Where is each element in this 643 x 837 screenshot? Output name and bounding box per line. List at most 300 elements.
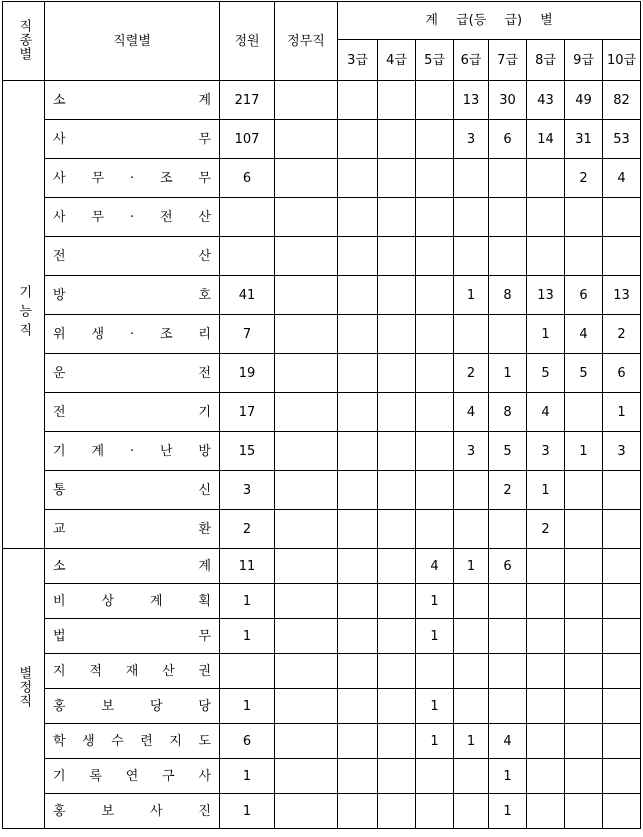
- cell-g9: [565, 510, 603, 549]
- cell-g10: [603, 549, 641, 584]
- cell-admin: [275, 759, 338, 794]
- rank-name: [53, 367, 211, 380]
- cell-g9: [565, 584, 603, 619]
- header-grade-5: 5급: [416, 40, 454, 81]
- rank-name: [53, 665, 211, 678]
- cell-g5: [416, 393, 454, 432]
- rank-name-part: 록: [89, 768, 102, 784]
- cell-g3: [338, 237, 378, 276]
- rank-name: [53, 289, 211, 302]
- cell-g3: [338, 432, 378, 471]
- table-row: [3, 654, 641, 689]
- cell-g4: [378, 120, 416, 159]
- cell-g10: 1: [603, 393, 641, 432]
- cell-g3: [338, 198, 378, 237]
- rank-name: [53, 94, 211, 107]
- header-admin: 정무직: [275, 2, 338, 81]
- cell-g5: [416, 276, 454, 315]
- cell-quota: 3: [220, 471, 275, 510]
- cell-quota: [220, 654, 275, 689]
- table-row: [3, 120, 641, 159]
- cell-g9: [565, 619, 603, 654]
- rank-name-part: 소: [53, 92, 66, 108]
- cell-g10: 82: [603, 81, 641, 120]
- cell-g9: [565, 471, 603, 510]
- cell-g9: [565, 794, 603, 829]
- cell-g7: 8: [489, 393, 527, 432]
- rank-name-cell: [45, 237, 220, 276]
- cell-g5: [416, 794, 454, 829]
- header-rank: 직렬별: [45, 2, 220, 81]
- cell-g4: [378, 549, 416, 584]
- cell-g4: [378, 654, 416, 689]
- cell-g9: [565, 654, 603, 689]
- table-row: [3, 198, 641, 237]
- cell-g8: 4: [527, 393, 565, 432]
- table-row: [3, 471, 641, 510]
- cell-quota: 41: [220, 276, 275, 315]
- header-grade-3: 3급: [338, 40, 378, 81]
- header-grade-6: 6급: [454, 40, 489, 81]
- table-row: [3, 689, 641, 724]
- cell-g8: [527, 794, 565, 829]
- table-row: [3, 354, 641, 393]
- cell-quota: 6: [220, 159, 275, 198]
- cell-quota: 1: [220, 794, 275, 829]
- cell-g7: 4: [489, 724, 527, 759]
- cell-g6: [454, 198, 489, 237]
- rank-name-part: 구: [162, 768, 175, 784]
- header-type: [3, 2, 45, 81]
- rank-name-part: 전: [159, 209, 173, 225]
- cell-g3: [338, 354, 378, 393]
- group-label: 기능직: [16, 284, 32, 342]
- table-row: [3, 619, 641, 654]
- rank-name-cell: [45, 724, 220, 759]
- rank-name-part: 홍: [53, 803, 66, 819]
- cell-g3: [338, 120, 378, 159]
- rank-name-part: 신: [198, 482, 211, 498]
- cell-g10: [603, 510, 641, 549]
- cell-g7: [489, 237, 527, 276]
- cell-g7: 5: [489, 432, 527, 471]
- cell-g5: [416, 237, 454, 276]
- cell-g3: [338, 471, 378, 510]
- cell-g9: [565, 198, 603, 237]
- cell-admin: [275, 315, 338, 354]
- cell-g10: 2: [603, 315, 641, 354]
- rank-name: [53, 250, 211, 263]
- cell-quota: 2: [220, 510, 275, 549]
- rank-name-part: 사: [198, 768, 211, 784]
- table-row: [3, 81, 641, 120]
- table-row: [3, 584, 641, 619]
- cell-g10: [603, 619, 641, 654]
- rank-name-part: 상: [101, 593, 115, 609]
- cell-g3: [338, 81, 378, 120]
- rank-name-part: 산: [198, 209, 211, 225]
- cell-g10: 3: [603, 432, 641, 471]
- cell-g4: [378, 432, 416, 471]
- cell-g7: 1: [489, 759, 527, 794]
- cell-g6: 1: [454, 549, 489, 584]
- cell-g10: [603, 584, 641, 619]
- cell-g5: 1: [416, 619, 454, 654]
- cell-g8: 3: [527, 432, 565, 471]
- rank-name: [53, 595, 211, 608]
- rank-name-cell: [45, 471, 220, 510]
- cell-g10: [603, 471, 641, 510]
- cell-g5: 1: [416, 584, 454, 619]
- cell-g10: [603, 689, 641, 724]
- cell-g6: 3: [454, 120, 489, 159]
- cell-g3: [338, 510, 378, 549]
- rank-name-part: 방: [198, 443, 211, 459]
- cell-g6: [454, 689, 489, 724]
- cell-g6: [454, 584, 489, 619]
- cell-g3: [338, 315, 378, 354]
- rank-name-part: 권: [198, 663, 211, 679]
- rank-name: [53, 211, 211, 224]
- cell-admin: [275, 794, 338, 829]
- cell-g9: 31: [565, 120, 603, 159]
- cell-g6: 1: [454, 276, 489, 315]
- rank-name-part: 운: [53, 365, 66, 381]
- cell-g10: 13: [603, 276, 641, 315]
- cell-g5: [416, 759, 454, 794]
- rank-name-part: 통: [53, 482, 66, 498]
- cell-quota: 11: [220, 549, 275, 584]
- cell-g5: 1: [416, 724, 454, 759]
- rank-name-cell: [45, 120, 220, 159]
- rank-name-part: 산: [162, 663, 175, 679]
- cell-g5: [416, 510, 454, 549]
- rank-name-cell: [45, 759, 220, 794]
- cell-g8: [527, 689, 565, 724]
- rank-name-part: 생: [82, 733, 95, 749]
- table-row: [3, 510, 641, 549]
- cell-g4: [378, 354, 416, 393]
- table-row: [3, 393, 641, 432]
- cell-g4: [378, 237, 416, 276]
- cell-g10: [603, 237, 641, 276]
- cell-g4: [378, 510, 416, 549]
- cell-g8: [527, 549, 565, 584]
- cell-admin: [275, 689, 338, 724]
- cell-g5: [416, 120, 454, 159]
- cell-admin: [275, 654, 338, 689]
- cell-g7: 1: [489, 794, 527, 829]
- rank-name: [53, 172, 211, 185]
- rank-name-part: 계: [198, 558, 211, 574]
- cell-g5: [416, 198, 454, 237]
- cell-admin: [275, 549, 338, 584]
- rank-name-part: 재: [125, 663, 139, 679]
- cell-admin: [275, 276, 338, 315]
- rank-name-cell: [45, 354, 220, 393]
- cell-admin: [275, 724, 338, 759]
- cell-quota: 1: [220, 759, 275, 794]
- group-label-cell: [3, 81, 45, 549]
- rank-name-part: ·: [129, 326, 135, 342]
- cell-g8: [527, 654, 565, 689]
- cell-g4: [378, 759, 416, 794]
- cell-g3: [338, 689, 378, 724]
- rank-name-part: 기: [53, 443, 66, 459]
- cell-g8: 1: [527, 315, 565, 354]
- cell-g3: [338, 393, 378, 432]
- staffing-table: [2, 1, 641, 829]
- rank-name-cell: [45, 393, 220, 432]
- rank-name-part: 홍: [53, 698, 66, 714]
- rank-name-part: 방: [53, 287, 66, 303]
- cell-admin: [275, 619, 338, 654]
- cell-g10: [603, 794, 641, 829]
- cell-g9: 1: [565, 432, 603, 471]
- header-type-label: 직종별: [16, 18, 32, 61]
- cell-g6: [454, 510, 489, 549]
- cell-g7: [489, 315, 527, 354]
- cell-g4: [378, 689, 416, 724]
- cell-g4: [378, 794, 416, 829]
- cell-g9: [565, 393, 603, 432]
- table-row: [3, 237, 641, 276]
- rank-name-part: 사: [53, 209, 66, 225]
- cell-g5: [416, 159, 454, 198]
- rank-name: [53, 560, 211, 573]
- rank-name: [53, 133, 211, 146]
- cell-quota: 6: [220, 724, 275, 759]
- cell-g9: 6: [565, 276, 603, 315]
- cell-quota: 17: [220, 393, 275, 432]
- rank-name-cell: [45, 619, 220, 654]
- rank-name-cell: [45, 510, 220, 549]
- rank-name-part: 무: [198, 131, 211, 147]
- group-label-cell: [3, 549, 45, 829]
- rank-name-part: 당: [198, 698, 211, 714]
- cell-g7: [489, 689, 527, 724]
- rank-name-part: 도: [198, 733, 211, 749]
- rank-name-cell: [45, 689, 220, 724]
- rank-name: [53, 735, 211, 748]
- rank-name-part: 보: [101, 698, 115, 714]
- rank-name-cell: [45, 549, 220, 584]
- cell-g4: [378, 315, 416, 354]
- cell-quota: 7: [220, 315, 275, 354]
- cell-admin: [275, 198, 338, 237]
- rank-name-part: 사: [149, 803, 163, 819]
- rank-name-part: 전: [53, 248, 66, 264]
- rank-name-part: 지: [53, 663, 66, 679]
- cell-g4: [378, 393, 416, 432]
- cell-g5: [416, 471, 454, 510]
- cell-g3: [338, 619, 378, 654]
- cell-admin: [275, 159, 338, 198]
- rank-name-part: 련: [140, 733, 153, 749]
- cell-g9: [565, 689, 603, 724]
- rank-name-part: 기: [53, 768, 66, 784]
- cell-g8: [527, 619, 565, 654]
- header-grade-4: 4급: [378, 40, 416, 81]
- cell-g7: 6: [489, 549, 527, 584]
- cell-g9: 4: [565, 315, 603, 354]
- cell-g6: [454, 237, 489, 276]
- cell-g5: 1: [416, 689, 454, 724]
- cell-g7: [489, 584, 527, 619]
- rank-name-part: 조: [159, 170, 173, 186]
- cell-g8: 14: [527, 120, 565, 159]
- cell-quota: 1: [220, 584, 275, 619]
- cell-quota: 15: [220, 432, 275, 471]
- cell-g10: [603, 759, 641, 794]
- cell-g6: [454, 654, 489, 689]
- cell-g10: 4: [603, 159, 641, 198]
- rank-name-part: 무: [91, 209, 105, 225]
- table-row: [3, 759, 641, 794]
- cell-g3: [338, 724, 378, 759]
- cell-quota: [220, 198, 275, 237]
- rank-name-part: 기: [198, 404, 211, 420]
- rank-name-part: 조: [159, 326, 173, 342]
- cell-g4: [378, 724, 416, 759]
- cell-quota: 1: [220, 689, 275, 724]
- rank-name: [53, 445, 211, 458]
- cell-g8: [527, 584, 565, 619]
- cell-admin: [275, 81, 338, 120]
- cell-g5: [416, 315, 454, 354]
- rank-name-part: 수: [111, 733, 124, 749]
- cell-g8: 1: [527, 471, 565, 510]
- cell-g4: [378, 471, 416, 510]
- cell-g9: 49: [565, 81, 603, 120]
- rank-name-part: 리: [198, 326, 211, 342]
- cell-quota: 217: [220, 81, 275, 120]
- cell-g6: [454, 315, 489, 354]
- cell-g4: [378, 198, 416, 237]
- cell-g7: 6: [489, 120, 527, 159]
- rank-name-cell: [45, 276, 220, 315]
- cell-g6: 4: [454, 393, 489, 432]
- rank-name-part: 적: [89, 663, 102, 679]
- header-grade-8: 8급: [527, 40, 565, 81]
- cell-g6: 1: [454, 724, 489, 759]
- header-grade-7: 7급: [489, 40, 527, 81]
- cell-g7: 30: [489, 81, 527, 120]
- cell-g3: [338, 549, 378, 584]
- rank-name-part: 비: [53, 593, 66, 609]
- rank-name: [53, 484, 211, 497]
- rank-name-cell: [45, 794, 220, 829]
- cell-quota: 107: [220, 120, 275, 159]
- rank-name-part: 지: [169, 733, 182, 749]
- rank-name-part: ·: [129, 170, 135, 186]
- rank-name-cell: [45, 584, 220, 619]
- rank-name-part: 당: [149, 698, 163, 714]
- rank-name-part: 교: [53, 521, 66, 537]
- header-grade-group: 계 급(등 급) 별: [338, 2, 641, 40]
- cell-g8: 5: [527, 354, 565, 393]
- cell-g9: [565, 759, 603, 794]
- rank-name-part: ·: [129, 209, 135, 225]
- table-row: [3, 276, 641, 315]
- rank-name-cell: [45, 654, 220, 689]
- header-grade-10: 10급: [603, 40, 641, 81]
- cell-g8: [527, 759, 565, 794]
- table-row: [3, 315, 641, 354]
- rank-name-part: 계: [198, 92, 211, 108]
- cell-g3: [338, 584, 378, 619]
- cell-g4: [378, 584, 416, 619]
- cell-g8: 13: [527, 276, 565, 315]
- table-row: [3, 794, 641, 829]
- rank-name-part: 무: [198, 628, 211, 644]
- rank-name-part: 사: [53, 170, 66, 186]
- cell-g10: [603, 198, 641, 237]
- rank-name-part: 계: [149, 593, 163, 609]
- header-grade-9: 9급: [565, 40, 603, 81]
- rank-name-part: 연: [125, 768, 139, 784]
- rank-name-part: 법: [53, 628, 66, 644]
- rank-name-part: 환: [198, 521, 211, 537]
- cell-g6: [454, 759, 489, 794]
- cell-g3: [338, 759, 378, 794]
- rank-name: [53, 805, 211, 818]
- cell-g3: [338, 276, 378, 315]
- cell-g9: [565, 549, 603, 584]
- cell-g7: 1: [489, 354, 527, 393]
- rank-name: [53, 328, 211, 341]
- cell-admin: [275, 120, 338, 159]
- cell-g9: [565, 724, 603, 759]
- rank-name-part: 소: [53, 558, 66, 574]
- cell-g8: [527, 159, 565, 198]
- cell-quota: [220, 237, 275, 276]
- rank-name-part: 학: [53, 733, 66, 749]
- cell-g6: [454, 471, 489, 510]
- rank-name-part: 위: [53, 326, 66, 342]
- cell-g4: [378, 619, 416, 654]
- cell-g8: [527, 198, 565, 237]
- cell-g7: 2: [489, 471, 527, 510]
- rank-name-part: 무: [91, 170, 105, 186]
- table-row: [3, 432, 641, 471]
- rank-name: [53, 700, 211, 713]
- rank-name-cell: [45, 432, 220, 471]
- cell-g5: [416, 654, 454, 689]
- cell-g7: [489, 510, 527, 549]
- cell-g9: 2: [565, 159, 603, 198]
- cell-admin: [275, 471, 338, 510]
- rank-name-part: 사: [53, 131, 66, 147]
- cell-g5: [416, 81, 454, 120]
- rank-name: [53, 523, 211, 536]
- rank-name-part: ·: [129, 443, 135, 459]
- rank-name-part: 계: [91, 443, 105, 459]
- cell-g7: [489, 654, 527, 689]
- rank-name-part: 보: [101, 803, 115, 819]
- cell-g8: 2: [527, 510, 565, 549]
- header-quota: 정원: [220, 2, 275, 81]
- cell-g5: [416, 354, 454, 393]
- rank-name-cell: [45, 198, 220, 237]
- group-label: 별정직: [16, 666, 32, 708]
- cell-g6: 3: [454, 432, 489, 471]
- cell-g10: 6: [603, 354, 641, 393]
- cell-g10: [603, 654, 641, 689]
- rank-name-part: 전: [53, 404, 66, 420]
- table-row: [3, 724, 641, 759]
- cell-g6: [454, 794, 489, 829]
